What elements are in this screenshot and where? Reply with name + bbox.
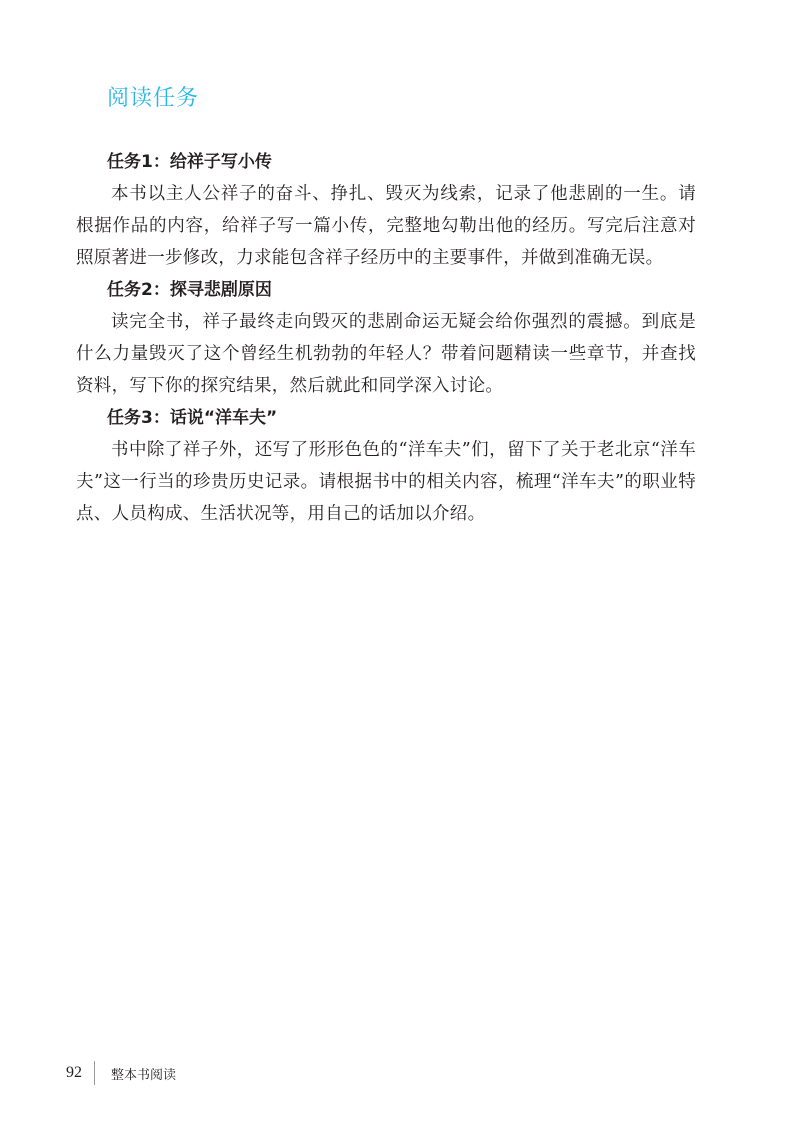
running-title: 整本书阅读 — [111, 1067, 177, 1083]
task-2 — [76, 274, 696, 402]
page-number: 92 — [66, 1064, 82, 1081]
task-1 — [76, 146, 696, 274]
footer-divider — [94, 1061, 95, 1085]
section-title: 阅读任务 — [107, 86, 200, 111]
reading-tasks — [76, 146, 696, 530]
task-1-heading: 任务1：给祥子写小传 — [107, 152, 272, 172]
task-3-heading: 任务3：话说“洋车夫” — [107, 408, 278, 428]
task-2-body: 读完全书，祥子最终走向毁灭的悲剧命运无疑会给你强烈的震撼。到底是什么力量毁灭了这个曾经生机勃勃的年轻人？带着问题精读一些章节，并查找资料，写下你的探究结果，然后就此和同学深入讨论。 — [76, 312, 696, 396]
task-3 — [76, 402, 696, 530]
page-footer — [66, 1060, 176, 1086]
task-1-body: 本书以主人公祥子的奋斗、挣扎、毁灭为线索，记录了他悲剧的一生。请根据作品的内容，给祥子写一篇小传，完整地勾勒出他的经历。写完后注意对照原著进一步修改，力求能包含祥子经历中的主要事件，并做到准确无误。 — [76, 184, 696, 268]
task-2-heading: 任务2：探寻悲剧原因 — [107, 280, 272, 300]
task-3-body: 书中除了祥子外，还写了形形色色的“洋车夫”们，留下了关于老北京“洋车夫”这一行当的珍贵历史记录。请根据书中的相关内容，梳理“洋车夫”的职业特点、人员构成、生活状况等，用自己的话加以介绍。 — [76, 440, 696, 524]
